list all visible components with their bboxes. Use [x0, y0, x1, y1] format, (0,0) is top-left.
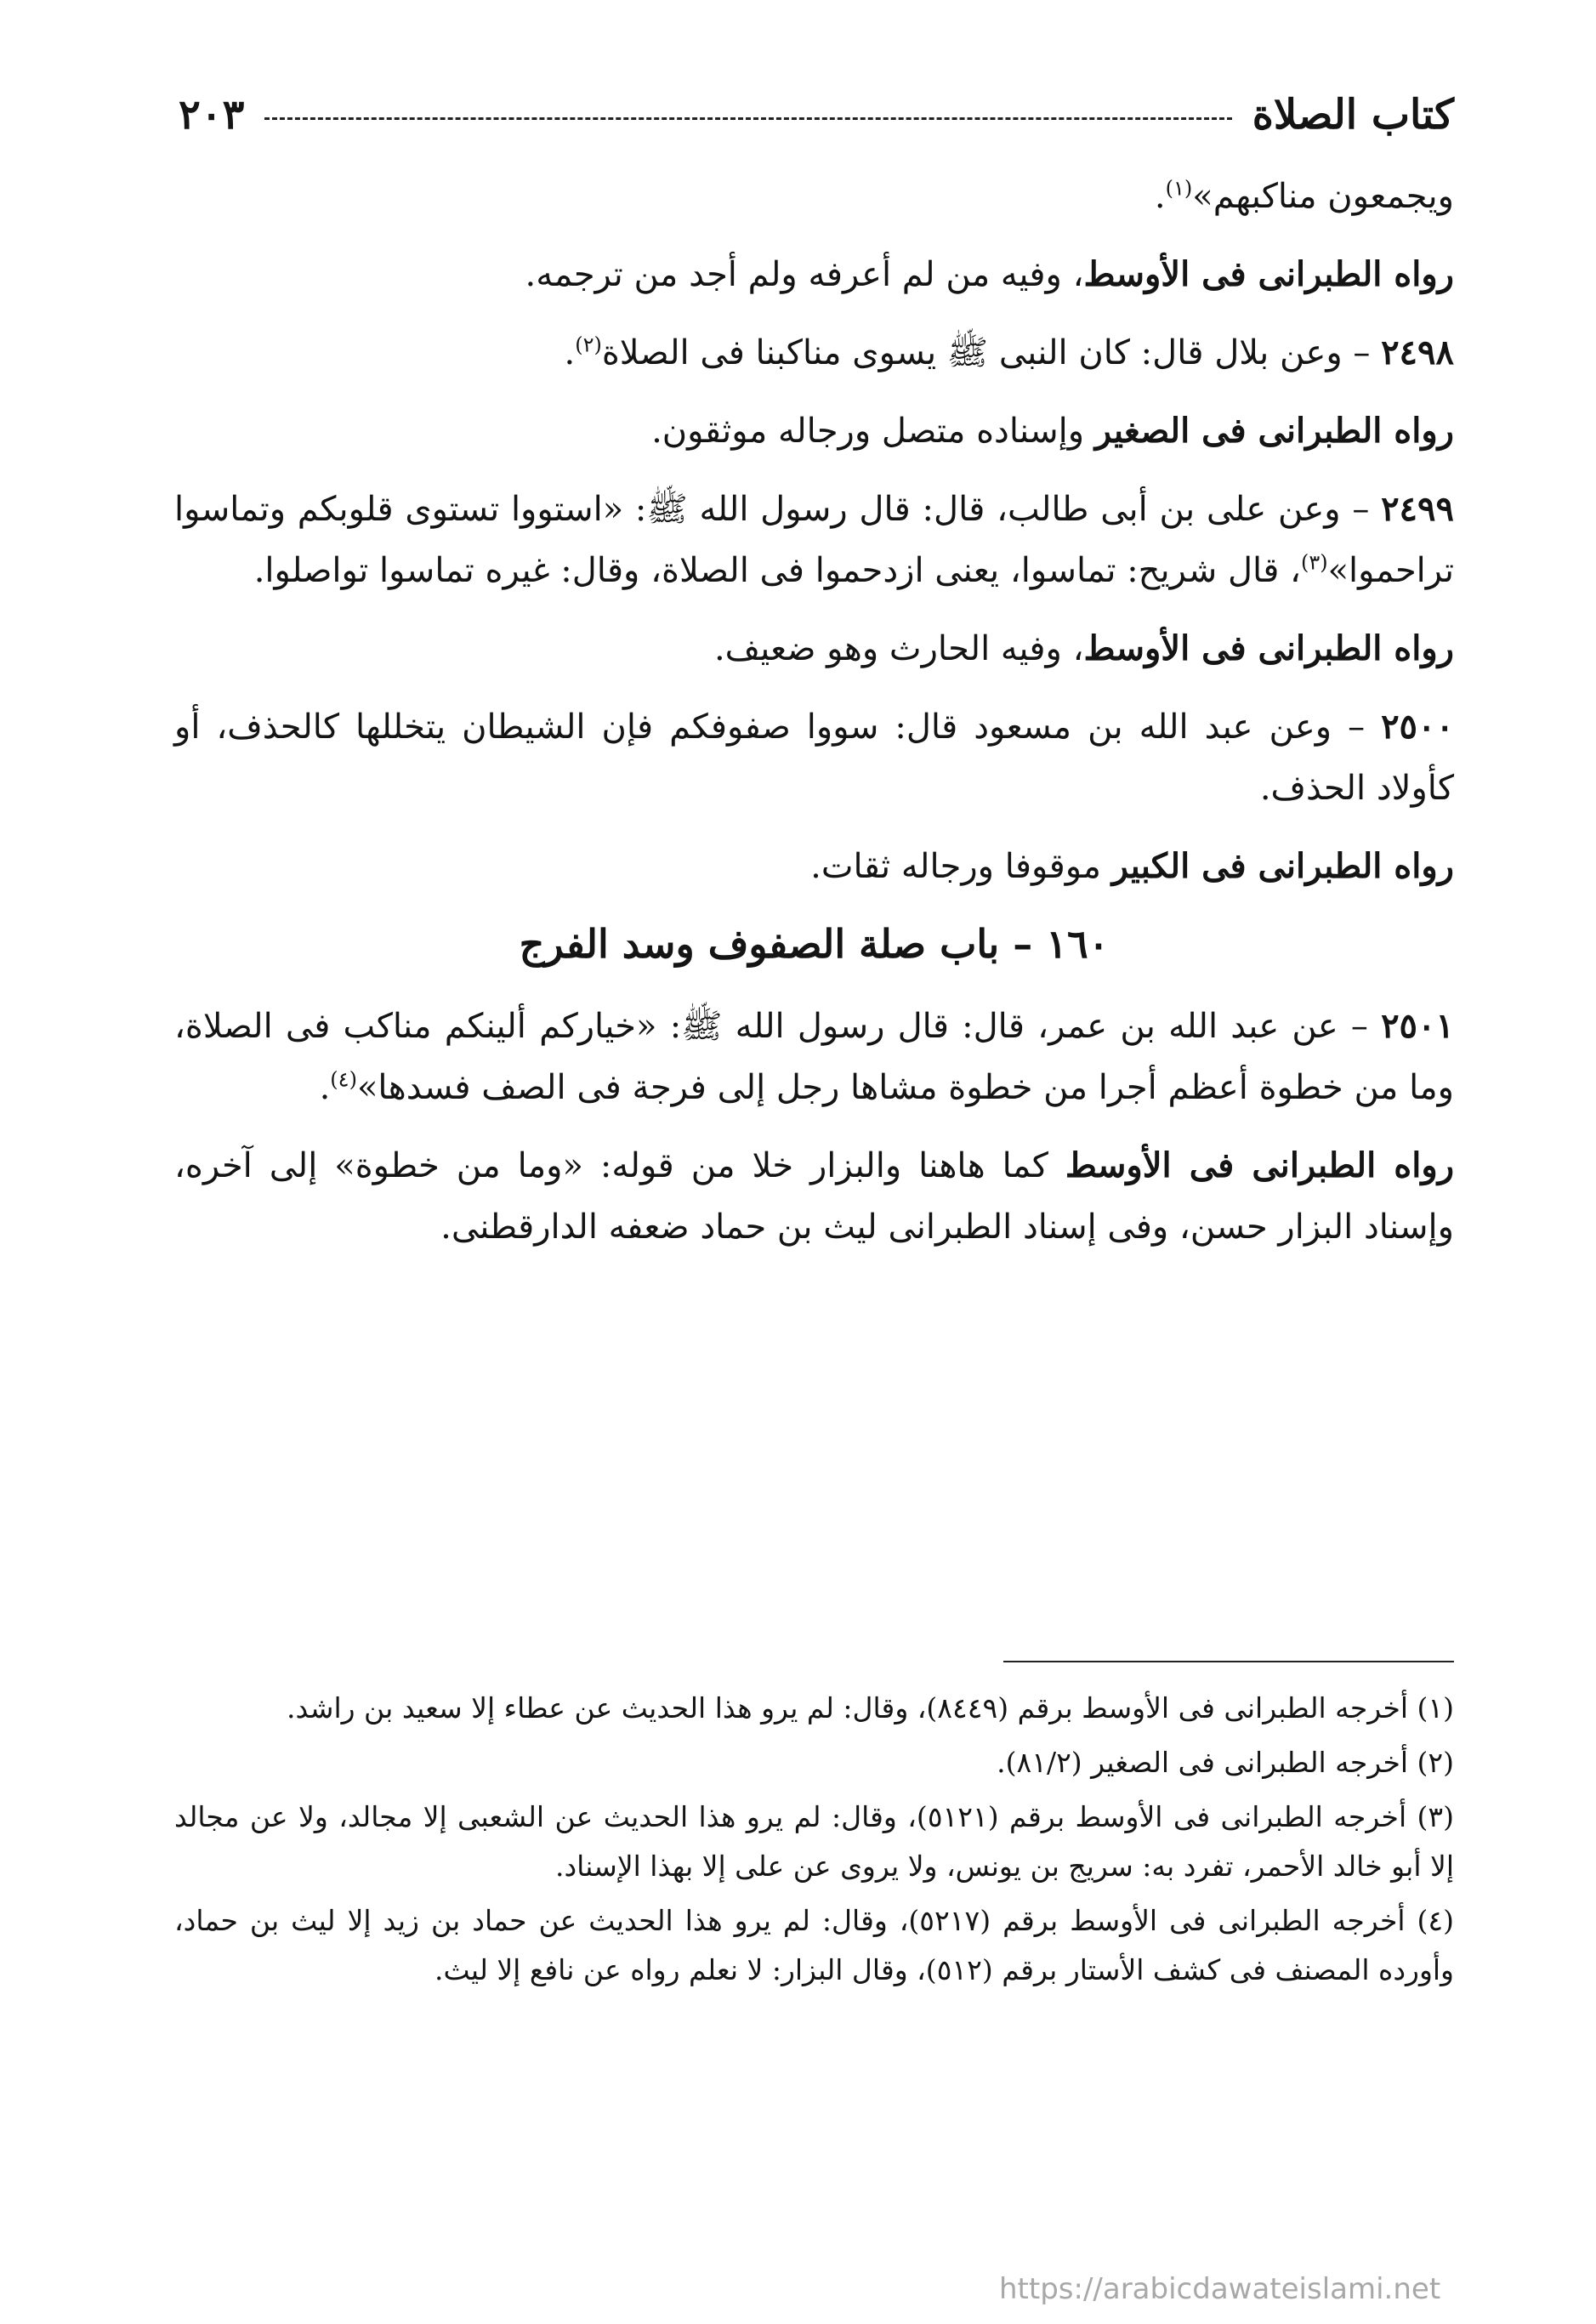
- footnote-4: (٤) أخرجه الطبرانى فى الأوسط برقم (٥٢١٧)، وقال: لم يرو هذا الحديث عن حماد بن زيد إلا ليث بن حماد، وأورده المصنف فى كشف الأستار برقم (٥١٢)، وقال البزار: لا نعلم رواه عن نافع إلا ليث.: [174, 1904, 1454, 1986]
- running-header: [179, 85, 1454, 145]
- source-note: رواه الطبرانى فى الكبير موقوفا ورجاله ثقات.: [810, 846, 1454, 886]
- hadith-number: ٢٥٠١: [1381, 1006, 1454, 1046]
- footnote-3: (٣) أخرجه الطبرانى فى الأوسط برقم (٥١٢١)، وقال: لم يرو هذا الحديث عن الشعبى إلا مجالد، ولا عن مجالد إلا أبو خالد الأحمر، تفرد به: سريج بن يونس، ولا يروى عن على إلا بهذا الإسناد.: [174, 1800, 1455, 1883]
- footnote-marker: (١): [1165, 176, 1193, 201]
- hadith-entry: ٢٥٠٠ – وعن عبد الله بن مسعود قال: سووا صفوفكم فإن الشيطان يتخللها كالحذف، أو كأولاد الحذف.: [174, 707, 1454, 808]
- hadith-entry: ٢٤٩٩ – وعن على بن أبى طالب، قال: قال رسول الله ﷺ: «استووا تستوى قلوبكم وتماسوا تراحموا»$^{(٣)}$، قال شريح: تماسوا، يعنى ازدحموا فى الصلاة، وقال: غيره تماسوا تواصلوا.: [174, 489, 1454, 590]
- hadith-entry: ٢٥٠١ – عن عبد الله بن عمر، قال: قال رسول الله ﷺ: «خياركم ألينكم مناكب فى الصلاة، وما من خطوة أعظم أجرا من خطوة مشاها رجل إلى فرجة فى الصف فسدها»$^{(٤)}$.: [174, 1006, 1454, 1107]
- hadith-number: ٢٤٩٩: [1381, 489, 1454, 529]
- watermark-url: https://arabicdawateislami.net: [999, 2272, 1441, 2306]
- hadith-continuation: ويجمعون مناكبهم»$^{(١)}$.: [1154, 176, 1454, 216]
- source-work: الأوسط: [1083, 254, 1190, 294]
- footnote-1: (١) أخرجه الطبرانى فى الأوسط برقم (٨٤٤٩)، وقال: لم يرو هذا الحديث عن عطاء إلا سعيد بن راشد.: [286, 1691, 1454, 1725]
- source-note: رواه الطبرانى فى الأوسط، وفيه من لم أعرفه ولم أجد من ترجمه.: [525, 254, 1454, 294]
- header-dashed-rule: [264, 117, 1231, 120]
- chapter-heading: ١٦٠ – باب صلة الصفوف وسد الفرج: [519, 921, 1110, 967]
- source-work: الكبير: [1111, 846, 1190, 886]
- source-work: الأوسط: [1083, 628, 1190, 668]
- footnote-marker: (٢): [575, 332, 602, 357]
- footnote-separator: [1003, 1661, 1454, 1662]
- hadith-entry: ٢٤٩٨ – وعن بلال قال: كان النبى ﷺ يسوى مناكبنا فى الصلاة$^{(٢)}$.: [564, 332, 1454, 372]
- page-number: ٢٠٣: [179, 91, 245, 139]
- source-note: رواه الطبرانى فى الأوسط كما هاهنا والبزار خلا من قوله: «وما من خطوة» إلى آخره، وإسناد البزار حسن، وفى إسناد الطبرانى ليث بن حماد ضعفه الدارقطنى.: [174, 1145, 1455, 1247]
- footnote-marker: (٣): [1300, 550, 1328, 575]
- footnotes: [174, 1684, 1454, 2000]
- main-text: [174, 166, 1454, 1275]
- source-work: الصغير: [1094, 411, 1190, 451]
- source-note: رواه الطبرانى فى الصغير وإسناده متصل ورجاله موثقون.: [651, 411, 1454, 451]
- hadith-number: ٢٥٠٠: [1381, 707, 1454, 747]
- source-work: الأوسط: [1065, 1145, 1172, 1185]
- footnote-marker: (٤): [330, 1067, 357, 1092]
- footnote-2: (٢) أخرجه الطبرانى فى الصغير (٨١/٢).: [997, 1746, 1454, 1779]
- chapter-title: كتاب الصلاة: [1252, 91, 1454, 139]
- source-note: رواه الطبرانى فى الأوسط، وفيه الحارث وهو ضعيف.: [713, 628, 1454, 668]
- hadith-number: ٢٤٩٨: [1381, 332, 1454, 372]
